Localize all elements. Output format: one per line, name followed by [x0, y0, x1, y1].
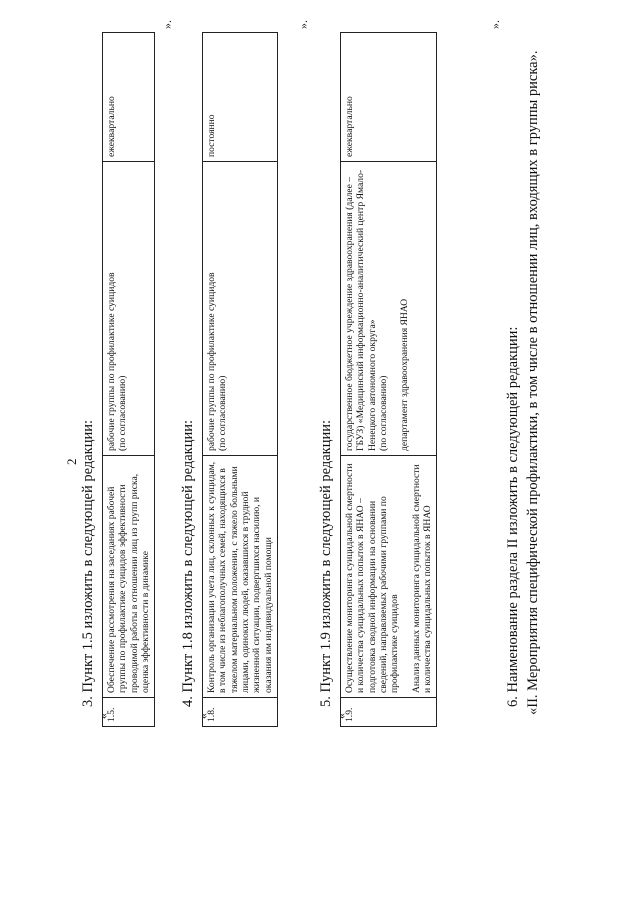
executor-department: департамент здравоохранения ЯНАО — [399, 298, 411, 451]
content-monitoring: Осуществление мониторинга суицидальной смертности и количества суицидальных попыток в ЯНАО – подготовка сводной информации на основании сведений, направляемых рабочими группами по профилактике суицидов — [344, 463, 401, 693]
row-term: ежеквартально — [341, 33, 437, 162]
executor-note: (по согласованию) — [217, 375, 229, 451]
page-number: 2 — [64, 458, 79, 465]
executor-note: (по согласованию) — [377, 375, 389, 451]
row-executor — [103, 162, 155, 456]
executor-miac: государственное бюджетное учреждение здравоохранения (далее – ГБУЗ) «Медицинский информационно-аналитический центр Ямало-Ненецкого автономного округа» — [344, 169, 378, 451]
close-quote: ». — [296, 20, 310, 29]
row-number: 1.9. — [341, 698, 437, 727]
row-content: Контроль организации учета лиц, склонных к суицидам, в том числе из неблагополучных семей, находящихся в тяжелом материальном положении, с тяжело больными лицами, одиноких людей, оказавшихся в трудной жизненной ситуации, подвергшихся насилию, и оказания им индивидуальной помощи — [203, 456, 278, 698]
section-heading-4: 4. Пункт 1.8 изложить в следующей редакции: — [180, 419, 196, 707]
row-term: ежеквартально — [103, 33, 155, 162]
open-quote: « — [334, 713, 348, 719]
table-row — [341, 33, 437, 727]
open-quote: « — [196, 713, 210, 719]
table-row — [103, 33, 155, 727]
section-heading-6: 6. Наименование раздела II изложить в следующей редакции: — [505, 326, 521, 707]
close-quote: ». — [160, 20, 174, 29]
row-number: 1.8. — [203, 698, 278, 727]
close-quote: ». — [488, 20, 502, 29]
row-executor — [341, 162, 437, 456]
content-analysis: Анализ данных мониторинга суицидальной смертности и количества суицидальных попыток в ЯНАО — [410, 464, 433, 693]
table-row — [203, 33, 278, 727]
section-6-text: «II. Мероприятия специфической профилактики, в том числе в отношении лиц, входящих в группы риска». — [525, 50, 541, 715]
row-content — [341, 456, 437, 698]
row-executor — [203, 162, 278, 456]
row-number: 1.5. — [103, 698, 155, 727]
open-quote: « — [96, 713, 110, 719]
executor-text: рабочие группы по профилактике суицидов — [206, 272, 217, 451]
table-section-3 — [102, 32, 155, 727]
row-content: Обеспечение рассмотрения на заседаниях рабочей группы по профилактике суицидов эффективности проводимой работы в отношении лиц из групп риска, оценка эффективности в динамике — [103, 456, 155, 698]
table-section-4 — [202, 32, 278, 727]
table-section-5 — [340, 32, 437, 727]
section-heading-5: 5. Пункт 1.9 изложить в следующей редакции: — [318, 419, 334, 707]
section-heading-3: 3. Пункт 1.5 изложить в следующей редакции: — [80, 419, 96, 707]
executor-note: (по согласованию) — [117, 375, 129, 451]
row-term: постоянно — [203, 33, 278, 162]
executor-text: рабочие группы по профилактике суицидов — [106, 272, 117, 451]
